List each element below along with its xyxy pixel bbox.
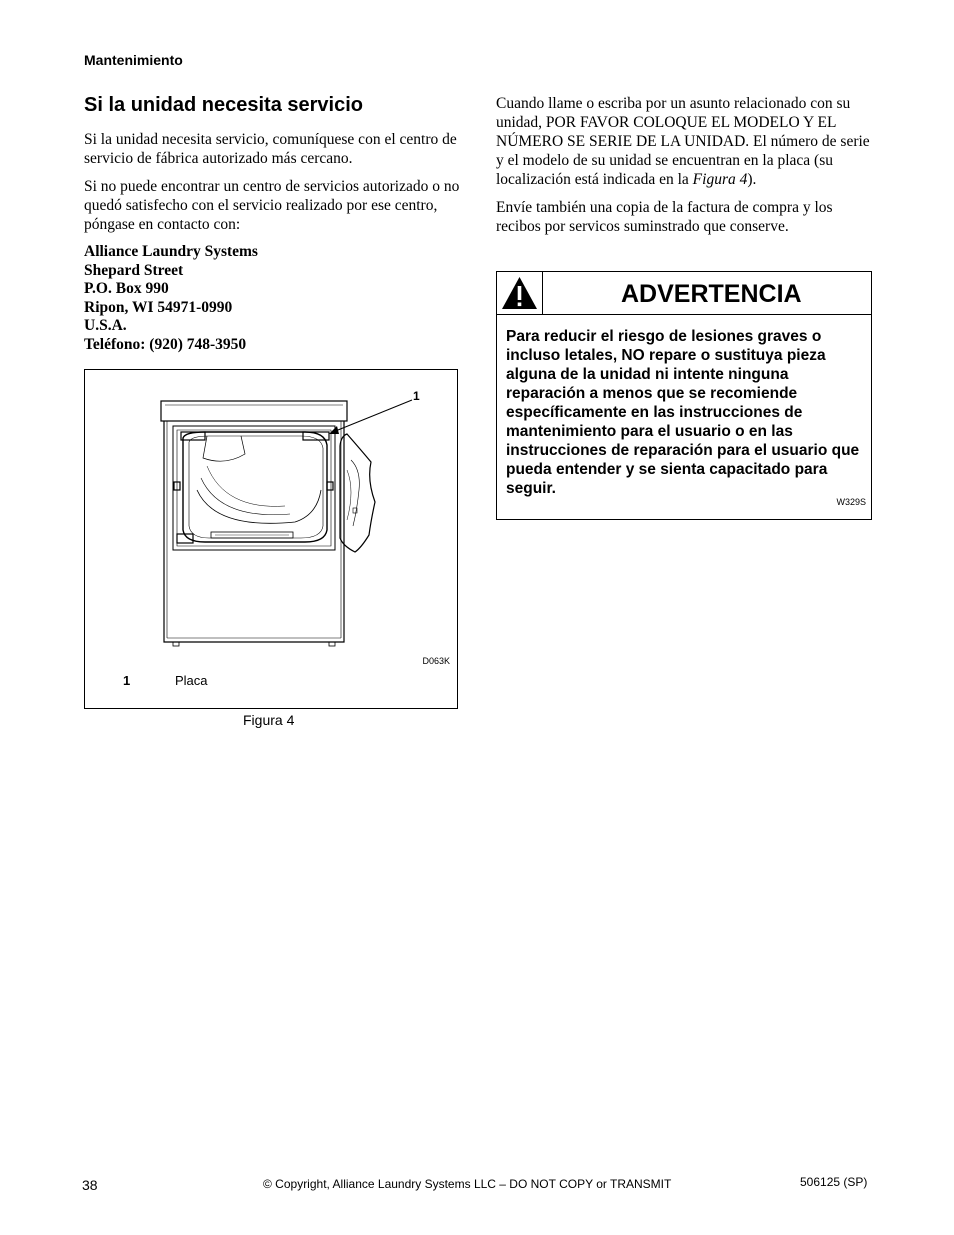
contact-address <box>84 243 464 355</box>
figure-callout-number: 1 <box>413 389 420 403</box>
warning-code: W329S <box>836 497 866 507</box>
warning-triangle-icon <box>497 272 543 314</box>
serial-number-paragraph <box>496 94 872 189</box>
warning-header <box>497 272 871 315</box>
legend-label: Placa <box>175 673 208 688</box>
service-paragraph-1: Si la unidad necesita servicio, comuníquese con el centro de servicio de fábrica autorizado más cercano. <box>84 131 457 167</box>
warning-title: ADVERTENCIA <box>621 280 802 308</box>
figure-reference-link[interactable]: Figura 4 <box>692 171 748 188</box>
figure-caption: Figura 4 <box>243 712 295 728</box>
section-label: Mantenimiento <box>84 52 183 68</box>
address-line: P.O. Box 990 <box>84 280 169 298</box>
page-number: 38 <box>82 1177 98 1193</box>
serial-text-end: ). <box>747 171 757 188</box>
figure-box <box>84 369 458 709</box>
address-line: Shepard Street <box>84 261 184 279</box>
invoice-paragraph: Envíe también una copia de la factura de compra y los recibos por servicos suminstrado que conserve. <box>496 199 833 235</box>
address-line: Ripon, WI 54971-0990 <box>84 298 233 316</box>
serial-text: Cuando llame o escriba por un asunto relacionado con su unidad, POR FAVOR COLOQUE EL MODELO Y EL NÚMERO SE SERIE DE LA UNIDAD. El número de serie y el modelo de su unidad se encuentran en la placa (su localización está indicada en la <box>496 95 870 188</box>
warning-box <box>496 271 872 520</box>
figure-code: D063K <box>422 656 450 666</box>
warning-text: Para reducir el riesgo de lesiones graves o incluso letales, NO repare o sustituya pieza alguna de la unidad ni intente ninguna reparación a menos que se recomiende específicamente en las instrucciones de mantenimiento para el usuario o en las instrucciones de reparación para el usuario que pueda entender y se sienta capacitado para seguir. <box>506 328 860 497</box>
address-line: Alliance Laundry Systems <box>84 243 258 260</box>
legend-number: 1 <box>123 673 131 688</box>
right-column <box>496 94 872 245</box>
service-paragraph-2: Si no puede encontrar un centro de servicios autorizado o no quedó satisfecho con el servicio realizado por ese centro, póngase en contacto con: <box>84 178 460 233</box>
dryer-illustration <box>85 370 457 708</box>
copyright-notice: © Copyright, Alliance Laundry Systems LLC – DO NOT COPY or TRANSMIT <box>263 1177 672 1191</box>
document-number: 506125 (SP) <box>800 1175 868 1189</box>
section-heading: Si la unidad necesita servicio <box>84 94 364 116</box>
left-column <box>84 92 464 355</box>
address-line: U.S.A. <box>84 317 127 335</box>
address-line: Teléfono: (920) 748-3950 <box>84 335 247 353</box>
